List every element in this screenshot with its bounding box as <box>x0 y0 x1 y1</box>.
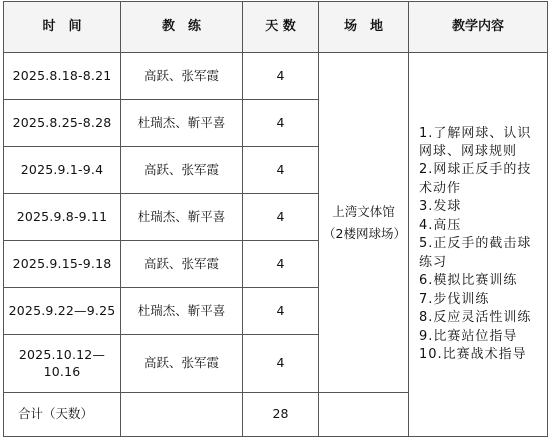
coach-cell: 高跃、张军霞 <box>121 241 243 288</box>
header-content: 教学内容 <box>409 2 548 53</box>
content-line: 4.高压 <box>419 217 462 233</box>
content-cell <box>409 53 548 437</box>
content-line: 10.比赛战术指导 <box>419 346 527 362</box>
days-cell: 4 <box>243 147 319 194</box>
header-days: 天 数 <box>243 2 319 53</box>
content-line: 2.网球正反手的技术动作 <box>419 162 532 196</box>
date-cell: 2025.8.25-8.28 <box>4 100 121 147</box>
content-line: 1.了解网球、认识网球、网球规则 <box>419 125 532 159</box>
date-cell: 2025.8.18-8.21 <box>4 53 121 100</box>
date-cell: 2025.9.15-9.18 <box>4 241 121 288</box>
content-line: 9.比赛站位指导 <box>419 328 518 344</box>
coach-cell: 高跃、张军霞 <box>121 147 243 194</box>
coach-cell: 杜瑞杰、靳平喜 <box>121 194 243 241</box>
date-cell: 2025.10.12—10.16 <box>4 335 121 393</box>
total-label: 合计（天数） <box>4 393 121 437</box>
schedule-table-wrapper <box>3 1 547 437</box>
date-cell: 2025.9.8-9.11 <box>4 194 121 241</box>
table-row <box>4 53 548 100</box>
venue-cell: 上湾文体馆（2楼网球场） <box>319 53 409 393</box>
days-cell: 4 <box>243 335 319 393</box>
date-cell: 2025.9.1-9.4 <box>4 147 121 194</box>
days-cell: 4 <box>243 288 319 335</box>
coach-cell: 高跃、张军霞 <box>121 53 243 100</box>
total-empty-cell <box>121 393 243 437</box>
header-time: 时 间 <box>4 2 121 53</box>
content-line: 8.反应灵活性训练 <box>419 310 532 326</box>
coach-cell: 杜瑞杰、靳平喜 <box>121 100 243 147</box>
content-line: 6.模拟比赛训练 <box>419 273 518 289</box>
coach-cell: 杜瑞杰、靳平喜 <box>121 288 243 335</box>
days-cell: 4 <box>243 100 319 147</box>
coach-cell: 高跃、张军霞 <box>121 335 243 393</box>
days-cell: 4 <box>243 194 319 241</box>
header-coach: 教 练 <box>121 2 243 53</box>
days-cell: 4 <box>243 241 319 288</box>
header-venue: 场 地 <box>319 2 409 53</box>
total-venue-empty-cell <box>319 393 409 437</box>
content-line: 3.发球 <box>419 199 462 215</box>
content-line: 5.正反手的截击球练习 <box>419 236 532 270</box>
tennis-schedule-table <box>3 1 548 437</box>
content-line: 7.步伐训练 <box>419 291 490 307</box>
total-days: 28 <box>243 393 319 437</box>
days-cell: 4 <box>243 53 319 100</box>
header-row <box>4 2 548 53</box>
date-cell: 2025.9.22—9.25 <box>4 288 121 335</box>
